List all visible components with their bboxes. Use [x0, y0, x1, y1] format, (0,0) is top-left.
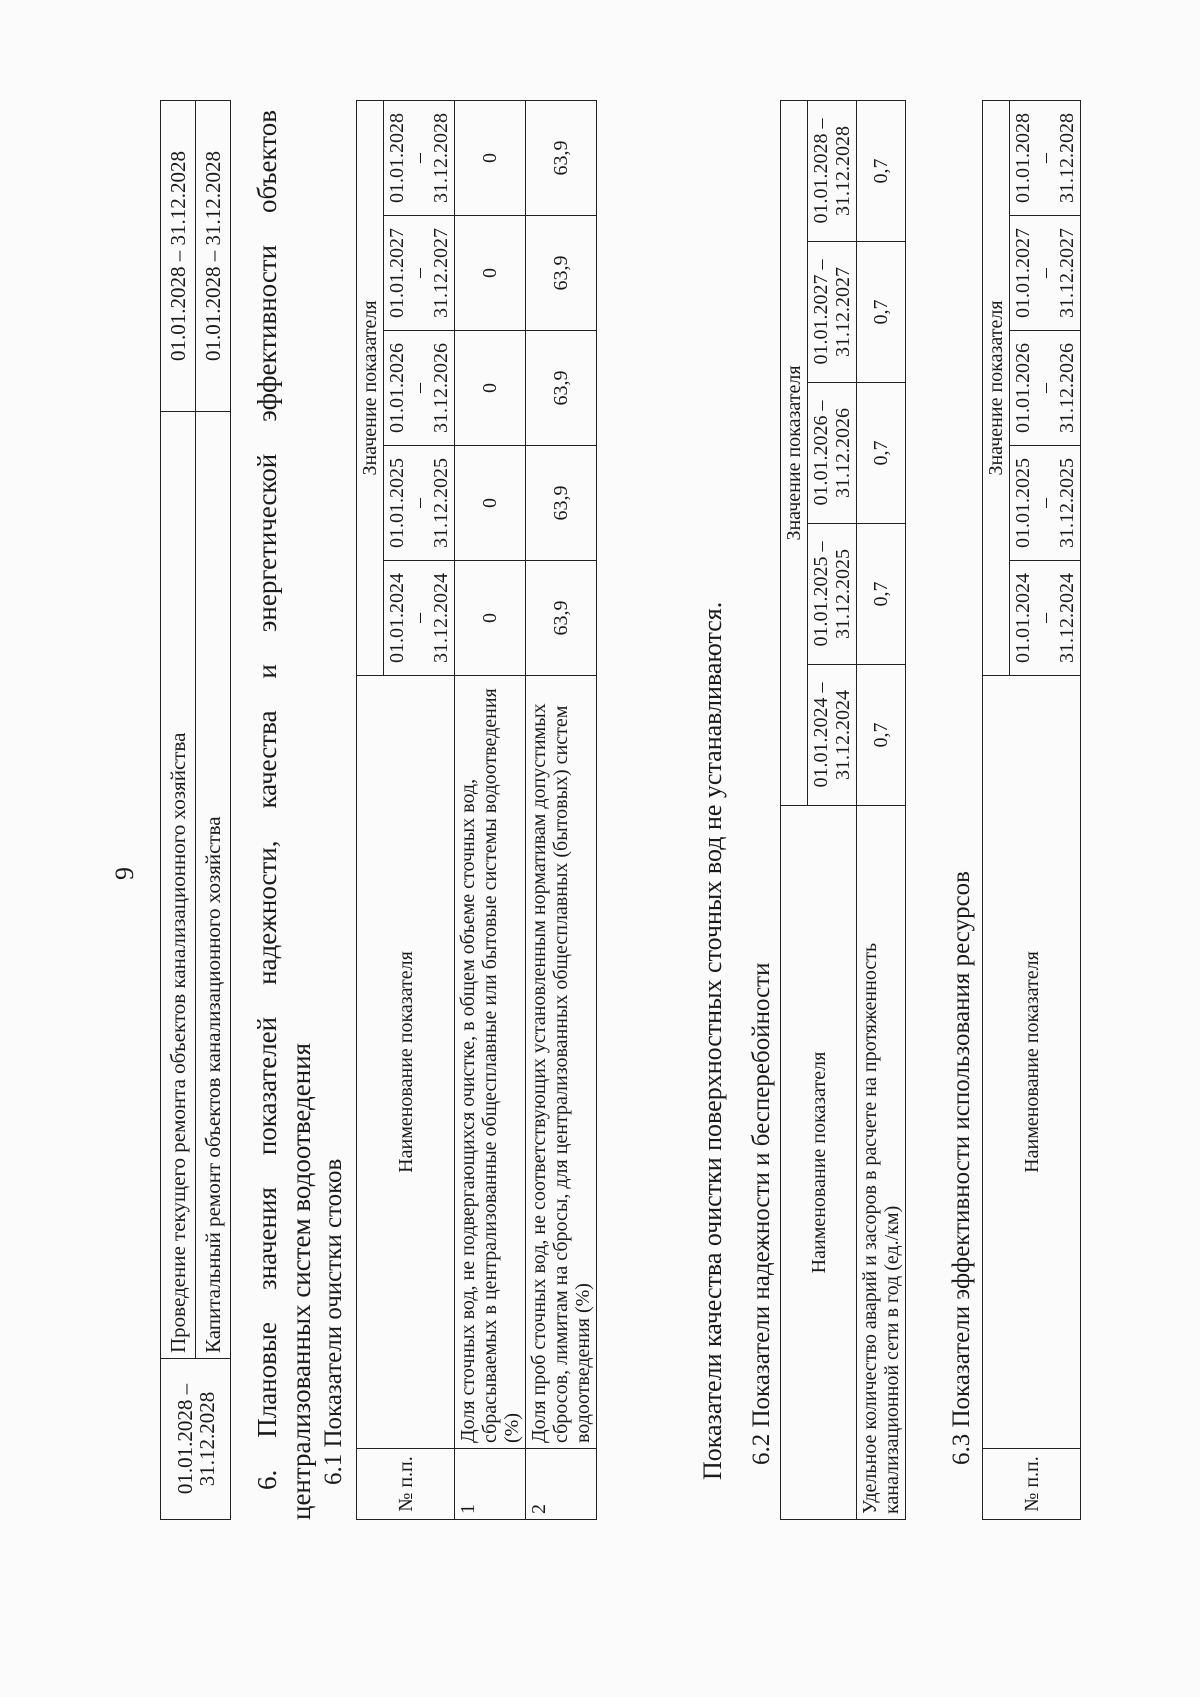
row-value: 0 [455, 216, 526, 331]
table-row [857, 101, 906, 1520]
sewage-treatment-table [356, 100, 597, 1520]
row-value: 0 [455, 446, 526, 561]
row-value: 0,7 [857, 665, 906, 806]
row-name: Доля сточных вод, не подвергающихся очистке, в общем объеме сточных вод, сбрасываемых в централизованные общесплавные или бытовые системы водоотведения (%) [455, 676, 526, 1449]
period-header: 01.01.2024 – 31.12.2024 [384, 561, 455, 676]
row-value: 63,9 [526, 561, 597, 676]
period-header: 01.01.2027 – 31.12.2027 [808, 242, 857, 383]
row-value: 0,7 [857, 101, 906, 242]
table-row [196, 101, 231, 1520]
col-num-header: № п.п. [357, 1449, 455, 1520]
section-6-3-title: 6.3 Показатели эффективности использования ресурсов [948, 871, 975, 1465]
row-value: 0,7 [857, 524, 906, 665]
period-header: 01.01.2025 – 31.12.2025 [384, 446, 455, 561]
period-header: 01.01.2025 – 31.12.2025 [808, 524, 857, 665]
page-number: 9 [110, 867, 139, 880]
section-6-1-title: 6.1 Показатели очистки стоков [320, 1158, 347, 1485]
row-value: 63,9 [526, 446, 597, 561]
row-name: Удельное количество аварий и засоров в расчете на протяженность канализационной сети в год (ед./км) [857, 806, 906, 1520]
row-value: 63,9 [526, 101, 597, 216]
schedule-table [160, 100, 231, 1520]
section-6-heading-cont: централизованных систем водоотведения [286, 1042, 316, 1520]
period-header: 01.01.2025 – 31.12.2025 [1010, 446, 1081, 561]
period-header: 01.01.2024 – 31.12.2024 [1010, 561, 1081, 676]
resource-efficiency-table [982, 100, 1081, 1520]
row-value: 63,9 [526, 331, 597, 446]
row-num: 2 [526, 1449, 597, 1520]
schedule-range: 01.01.2028 – 31.12.2028 [161, 101, 196, 412]
reliability-table [780, 100, 906, 1520]
col-name-header: Наименование показателя [781, 806, 857, 1520]
table-header-row [781, 101, 808, 1520]
col-name-header: Наименование показателя [357, 676, 455, 1449]
period-header: 01.01.2027 – 31.12.2027 [384, 216, 455, 331]
row-value: 0 [455, 561, 526, 676]
row-value: 0,7 [857, 383, 906, 524]
row-value: 0 [455, 101, 526, 216]
surface-water-note: Показатели качества очистки поверхностных сточных вод не устанавливаются. [698, 601, 727, 1480]
section-6-2-title: 6.2 Показатели надежности и бесперебойности [748, 962, 775, 1465]
rotated-content [100, 90, 1100, 1650]
period-header: 01.01.2028 – 31.12.2028 [1010, 101, 1081, 216]
table-row [161, 101, 196, 1520]
period-header: 01.01.2027 – 31.12.2027 [1010, 216, 1081, 331]
row-value: 0 [455, 331, 526, 446]
schedule-range: 01.01.2028 – 31.12.2028 [196, 101, 231, 412]
period-header: 01.01.2026 – 31.12.2026 [1010, 331, 1081, 446]
col-value-header: Значение показателя [983, 101, 1010, 676]
period-header: 01.01.2026 – 31.12.2026 [808, 383, 857, 524]
period-header: 01.01.2024 – 31.12.2024 [808, 665, 857, 806]
col-value-header: Значение показателя [357, 101, 384, 676]
period-header: 01.01.2028 – 31.12.2028 [808, 101, 857, 242]
col-name-header: Наименование показателя [983, 676, 1081, 1449]
row-num: 1 [455, 1449, 526, 1520]
table-row [526, 101, 597, 1520]
table-header-row [983, 101, 1010, 1520]
schedule-activity: Капитальный ремонт объектов канализационного хозяйства [196, 412, 231, 1359]
col-num-header: № п.п. [983, 1449, 1081, 1520]
row-name: Доля проб сточных вод, не соответствующих установленным нормативам допустимых сбросов, лимитам на сбросы, для централизованных общесплавных (бытовых) систем водоотведения (%) [526, 676, 597, 1449]
section-6-heading: 6. Плановые значения показателей надежности, качества и энергетической эффективности объектов [252, 110, 282, 1490]
period-header: 01.01.2026 – 31.12.2026 [384, 331, 455, 446]
schedule-activity: Проведение текущего ремонта объектов канализационного хозяйства [161, 412, 196, 1359]
row-value: 0,7 [857, 242, 906, 383]
period-header: 01.01.2028 – 31.12.2028 [384, 101, 455, 216]
row-value: 63,9 [526, 216, 597, 331]
col-value-header: Значение показателя [781, 101, 808, 806]
schedule-period: 01.01.2028 – 31.12.2028 [161, 1359, 231, 1520]
table-header-row [357, 101, 384, 1520]
table-row [455, 101, 526, 1520]
